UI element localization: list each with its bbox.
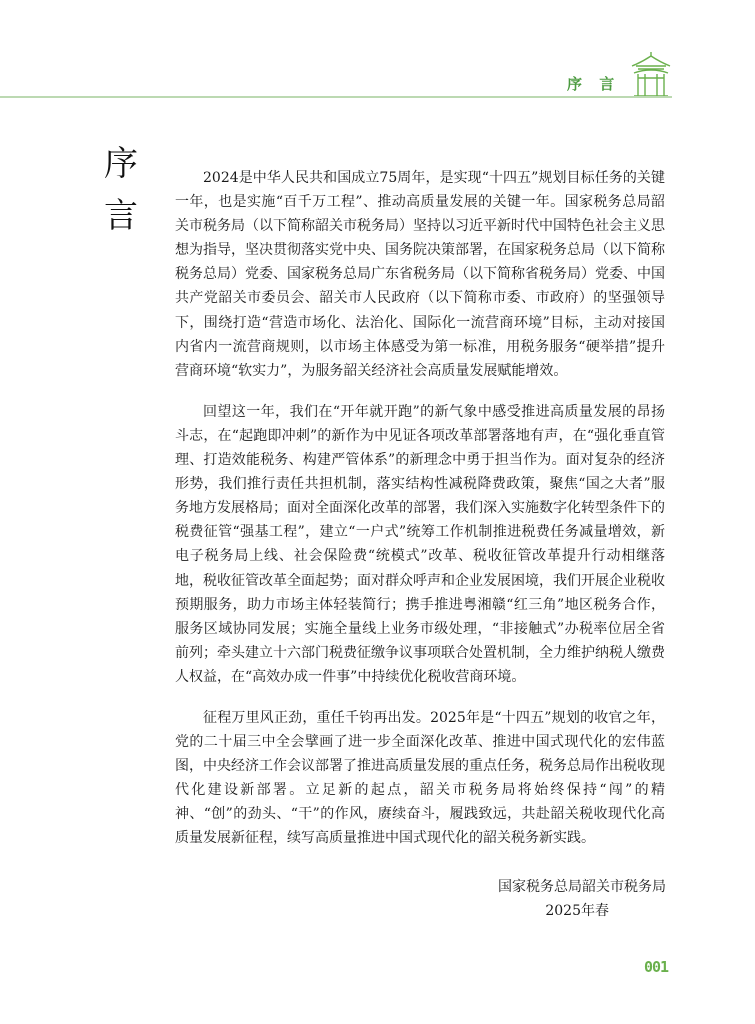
paragraph: 征程万里风正劲，重任千钧再出发。2025年是“十四五”规划的收官之年，党的二十届三中全会擘画了进一步全面深化改革、推进中国式现代化的宏伟蓝图，中央经济工作会议部署了推进高质量发展的重点任务，税务总局作出税收现代化建设新部署。立足新的起点，韶关市税务局将始终保持“闯”的精神、“创”的劲头、“干”的作风，赓续奋斗，履践致远，共赴韶关税收现代化高质量发展新征程，续写高质量推进中国式现代化的韶关税务新实践。 xyxy=(175,709,665,847)
title-char: 序 xyxy=(104,144,138,184)
signature-block xyxy=(440,875,666,923)
section-header-label: 序 言 xyxy=(567,75,621,93)
title-char: 言 xyxy=(104,196,138,236)
pavilion-icon xyxy=(628,50,674,100)
header-rule xyxy=(0,96,672,98)
page-title xyxy=(104,138,144,242)
page-number: 001 xyxy=(644,958,669,976)
signature-date: 2025年春 xyxy=(545,903,609,919)
paragraph: 2024是中华人民共和国成立75周年，是实现“十四五”规划目标任务的关键一年，也是实施“百千万工程”、推动高质量发展的关键一年。国家税务总局韶关市税务局（以下简称韶关市税务局）坚持以习近平新时代中国特色社会主义思想为指导，坚决贯彻落实党中央、国务院决策部署，在国家税务总局（以下简称税务总局）党委、国家税务总局广东省税务局（以下简称省税务局）党委、中国共产党韶关市委员会、韶关市人民政府（以下简称市委、市政府）的坚强领导下，围绕打造“营造市场化、法治化、国际化一流营商环境”目标，主动对接国内省内一流营商规则，以市场主体感受为第一标准，用税务服务“硬举措”提升营商环境“软实力”，为服务韶关经济社会高质量发展赋能增效。 xyxy=(175,170,665,379)
paragraph: 回望这一年，我们在“开年就开跑”的新气象中感受推进高质量发展的昂扬斗志，在“起跑即冲刺”的新作为中见证各项改革部署落地有声，在“强化垂直管理、打造效能税务、构建严管体系”的新理念中勇于担当作为。面对复杂的经济形势，我们推行责任共担机制，落实结构性减税降费政策，聚焦“国之大者”服务地方发展格局；面对全面深化改革的部署，我们深入实施数字化转型条件下的税费征管“强基工程”，建立“一户式”统筹工作机制推进税费任务减量增效，新电子税务局上线、社会保险费“统模式”改革、税收征管改革提升行动相继落地，税收征管改革全面起势；面对群众呼声和企业发展困境，我们开展企业税收预期服务，助力市场主体轻装简行；携手推进粤湘赣“红三角”地区税务合作，服务区域协同发展；实施全量线上业务市级处理，“非接触式”办税率位居全省前列；牵头建立十六部门税费征缴争议事项联合处置机制，全力维护纳税人缴费人权益，在“高效办成一件事”中持续优化税收营商环境。 xyxy=(175,403,665,685)
preface-body xyxy=(175,166,665,868)
signature-organization: 国家税务总局韶关市税务局 xyxy=(498,879,666,895)
